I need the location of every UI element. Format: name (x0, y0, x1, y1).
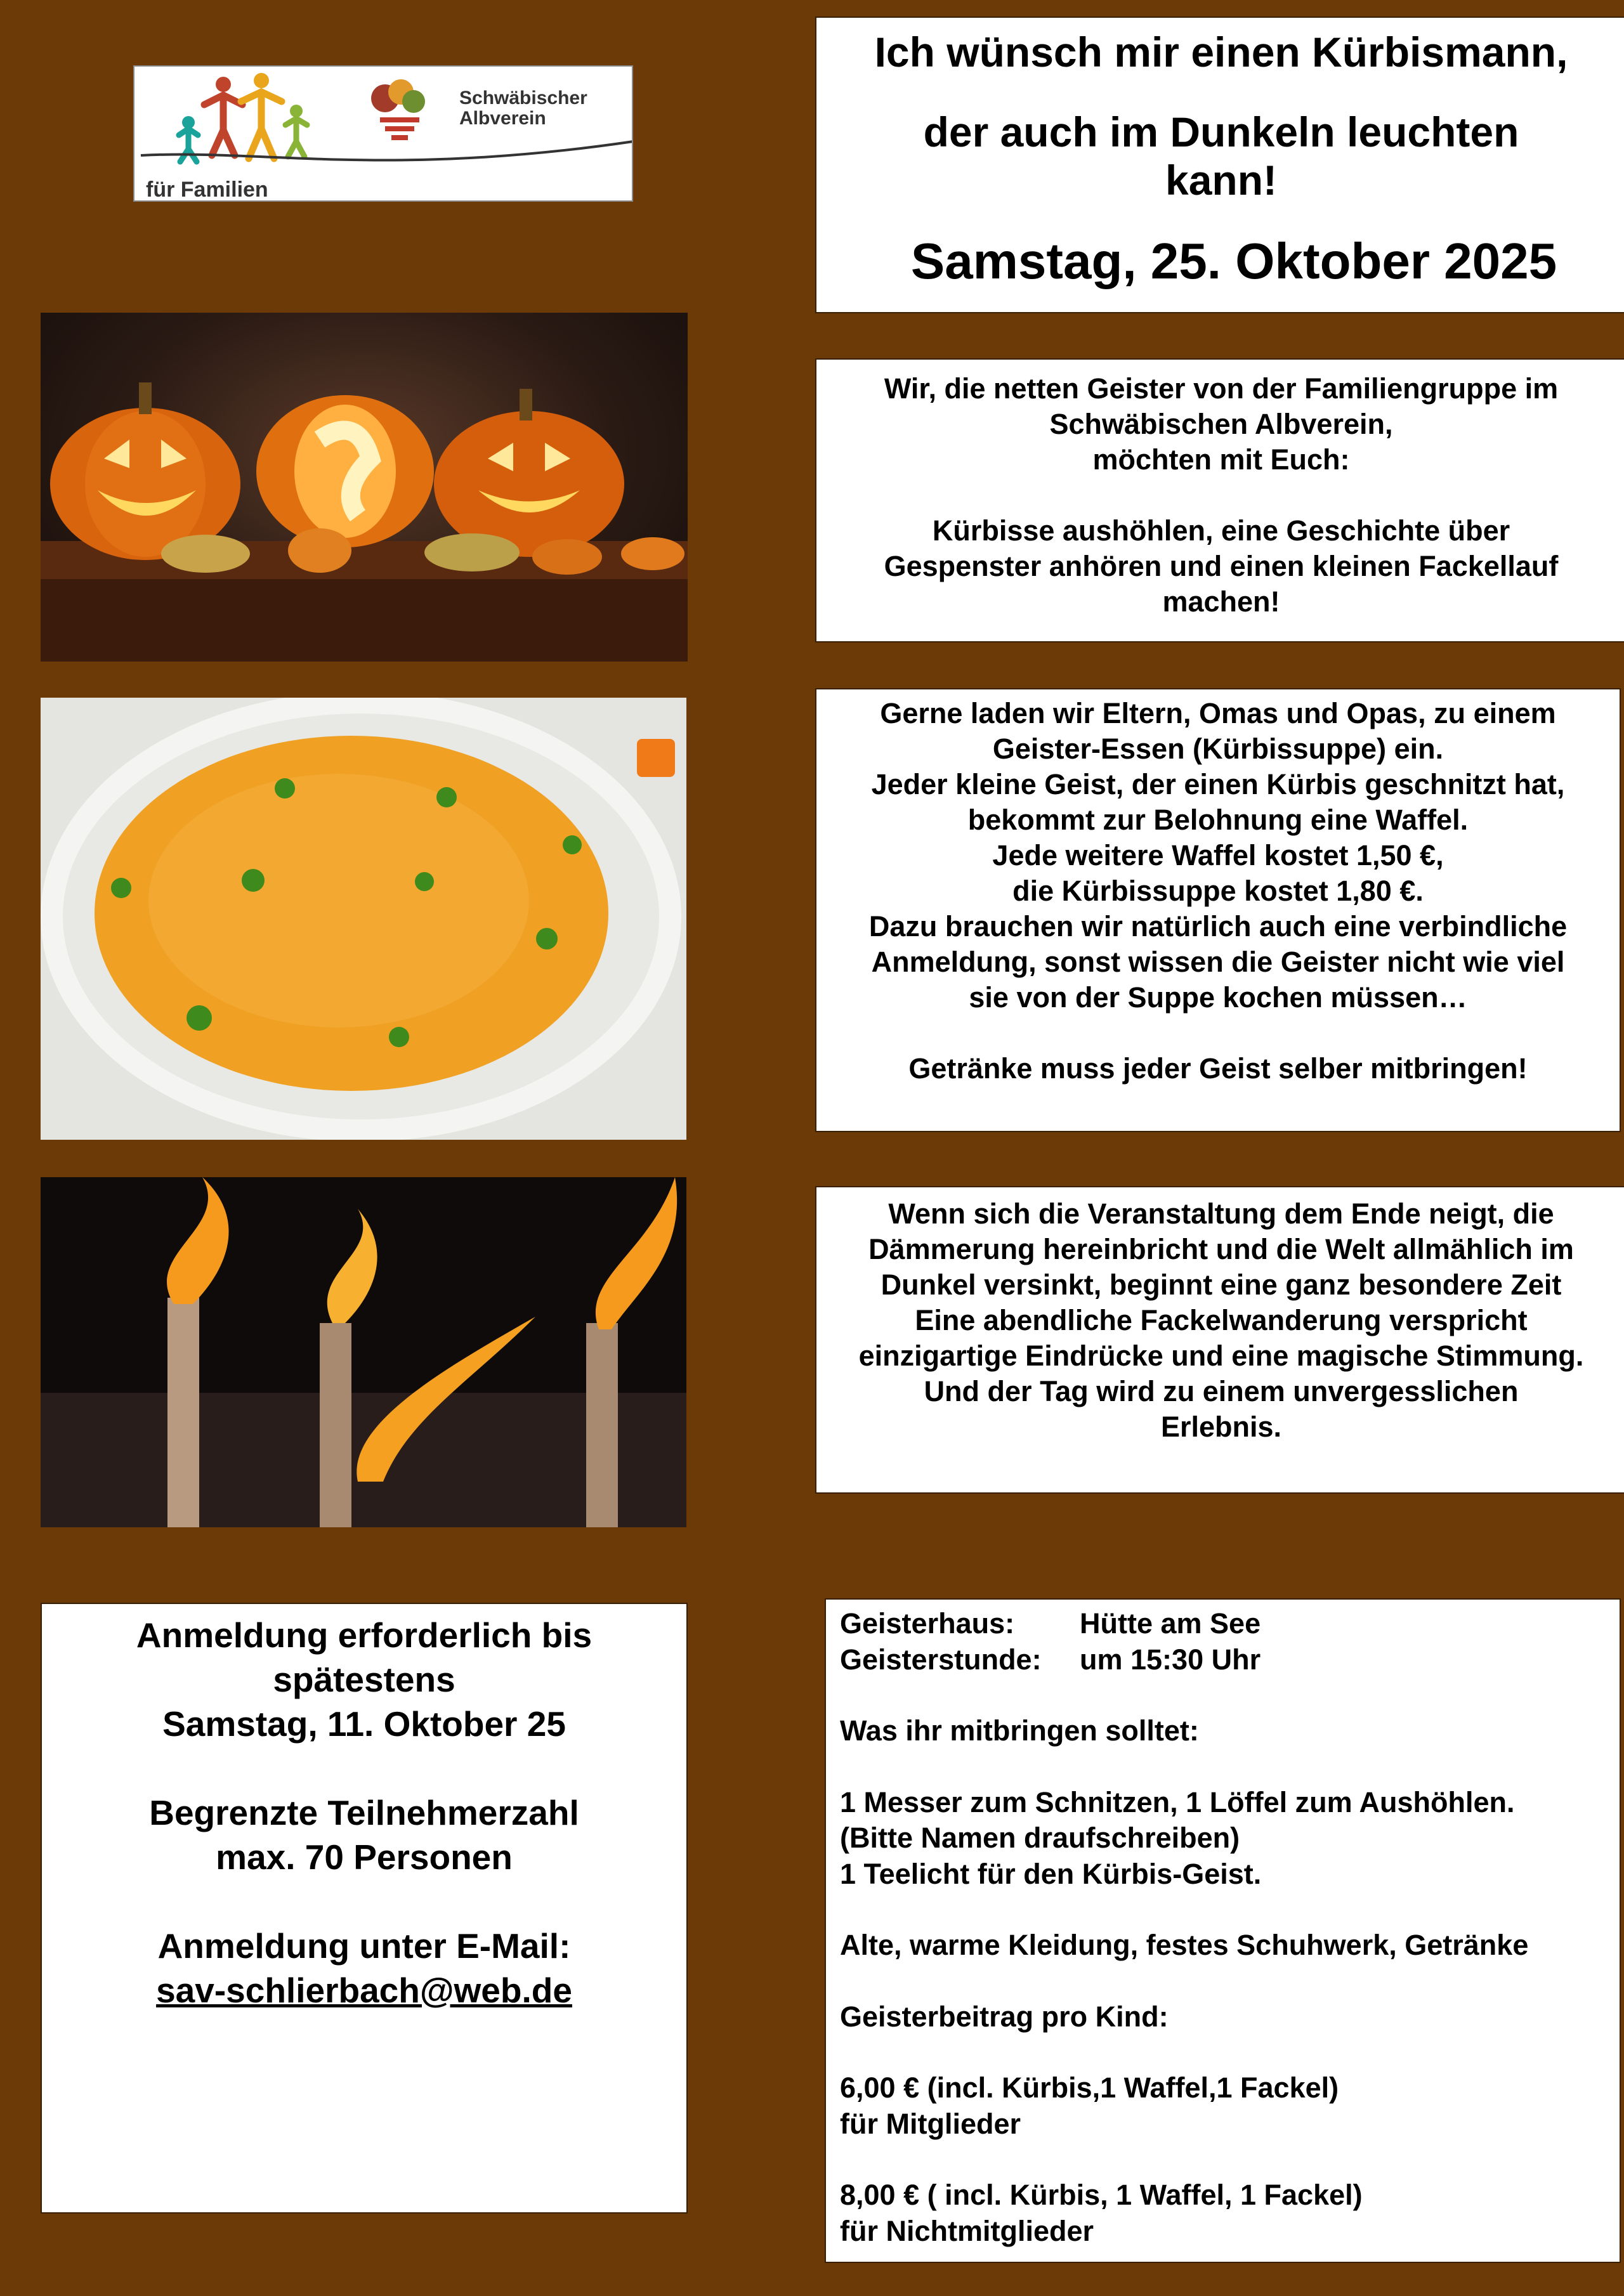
torch-line: Dunkel versinkt, beginnt eine ganz besondere Zeit (881, 1269, 1562, 1301)
food-line: Geister-Essen (Kürbissuppe) ein. (992, 733, 1444, 765)
intro-line: möchten mit Euch: (1092, 443, 1350, 476)
fee-members-label: für Mitglieder (840, 2107, 1021, 2140)
title-line1: Ich wünsch mir einen Kürbismann, (874, 29, 1568, 75)
fee-nonmembers: 8,00 € ( incl. Kürbis, 1 Waffel, 1 Fackel) (840, 2179, 1363, 2211)
fee-members: 6,00 € (incl. Kürbis,1 Waffel,1 Fackel) (840, 2071, 1339, 2104)
sav-line2: Albverein (459, 108, 546, 129)
food-line: Anmeldung, sonst wissen die Geister nicht wie viel (871, 946, 1565, 978)
intro-line: Schwäbischen Albverein, (1049, 408, 1393, 440)
fee-title: Geisterbeitrag pro Kind: (840, 2000, 1169, 2033)
torch-line: einzigartige Eindrücke und eine magische Stimmung. (858, 1340, 1584, 1372)
email-label: Anmeldung unter E-Mail: (157, 1926, 571, 1966)
title-line3: kann! (1165, 157, 1278, 204)
bring-item: (Bitte Namen draufschreiben) (840, 1822, 1240, 1854)
location-value: Hütte am See (1080, 1607, 1261, 1640)
intro-line: Kürbisse aushöhlen, eine Geschichte über (932, 514, 1510, 547)
torch-line: Und der Tag wird zu einem unvergesslichen (924, 1375, 1519, 1407)
fee-nonmembers-label: für Nichtmitglieder (840, 2214, 1094, 2247)
bring-item: 1 Teelicht für den Kürbis-Geist. (840, 1857, 1262, 1890)
event-date: Samstag, 25. Oktober 2025 (910, 233, 1557, 289)
bring-title: Was ihr mitbringen solltet: (840, 1714, 1199, 1747)
intro-box (815, 358, 1624, 642)
intro-line: Gespenster anhören und einen kleinen Fackellauf (884, 550, 1559, 582)
familien-label: für Familien (146, 178, 268, 202)
food-line: bekommt zur Belohnung eine Waffel. (967, 804, 1469, 836)
pumpkins-photo (41, 313, 688, 662)
time-value: um 15:30 Uhr (1080, 1643, 1261, 1676)
time-row (840, 1642, 1620, 1678)
pumpkin-soup-photo (41, 698, 686, 1140)
sav-name (459, 88, 587, 129)
torch-line: Eine abendliche Fackelwanderung verspricht (915, 1304, 1528, 1336)
food-line: die Kürbissuppe kostet 1,80 €. (1012, 875, 1424, 907)
torch-line: Erlebnis. (1160, 1411, 1282, 1443)
location-row (840, 1606, 1620, 1642)
title-line2: der auch im Dunkeln leuchten (923, 108, 1519, 155)
participant-limit-label: Begrenzte Teilnehmerzahl (149, 1793, 579, 1832)
bring-item: 1 Messer zum Schnitzen, 1 Löffel zum Aushöhlen. (840, 1785, 1515, 1818)
registration-deadline-line2: spätestens (273, 1660, 455, 1699)
intro-line: Wir, die netten Geister von der Familiengruppe im (884, 372, 1559, 405)
drinks-note: Getränke muss jeder Geist selber mitbringen! (908, 1052, 1528, 1085)
torch-fire-icon (41, 1177, 686, 1527)
food-line: sie von der Suppe kochen müssen… (969, 981, 1467, 1014)
registration-deadline-date: Samstag, 11. Oktober 25 (162, 1704, 566, 1744)
food-line: Dazu brauchen wir natürlich auch eine verbindliche (868, 910, 1568, 943)
details-box (825, 1598, 1621, 2263)
location-label: Geisterhaus: (840, 1607, 1015, 1640)
food-box (815, 688, 1621, 1132)
torches-photo (41, 1177, 686, 1527)
title-box (815, 16, 1624, 313)
torch-line: Wenn sich die Veranstaltung dem Ende neigt, die (888, 1197, 1554, 1230)
time-label: Geisterstunde: (840, 1643, 1042, 1676)
registration-box (41, 1603, 688, 2214)
intro-line: machen! (1162, 585, 1280, 618)
jack-o-lantern-icon (41, 313, 688, 662)
logo-familien-albverein (133, 65, 633, 202)
clothing-note: Alte, warme Kleidung, festes Schuhwerk, Getränke (840, 1929, 1529, 1961)
food-line: Gerne laden wir Eltern, Omas und Opas, zu einem (880, 697, 1556, 729)
email-link[interactable]: sav-schlierbach@web.de (156, 1971, 572, 2010)
registration-deadline-line1: Anmeldung erforderlich bis (136, 1615, 593, 1655)
torch-walk-box (815, 1186, 1624, 1494)
torch-line: Dämmerung hereinbricht und die Welt allmählich im (868, 1233, 1574, 1265)
sav-line1: Schwäbischer (459, 88, 587, 108)
soup-bowl-icon (41, 698, 686, 1140)
food-line: Jede weitere Waffel kostet 1,50 €, (992, 839, 1444, 871)
food-line: Jeder kleine Geist, der einen Kürbis geschnitzt hat, (871, 768, 1565, 800)
participant-limit-value: max. 70 Personen (216, 1837, 513, 1877)
